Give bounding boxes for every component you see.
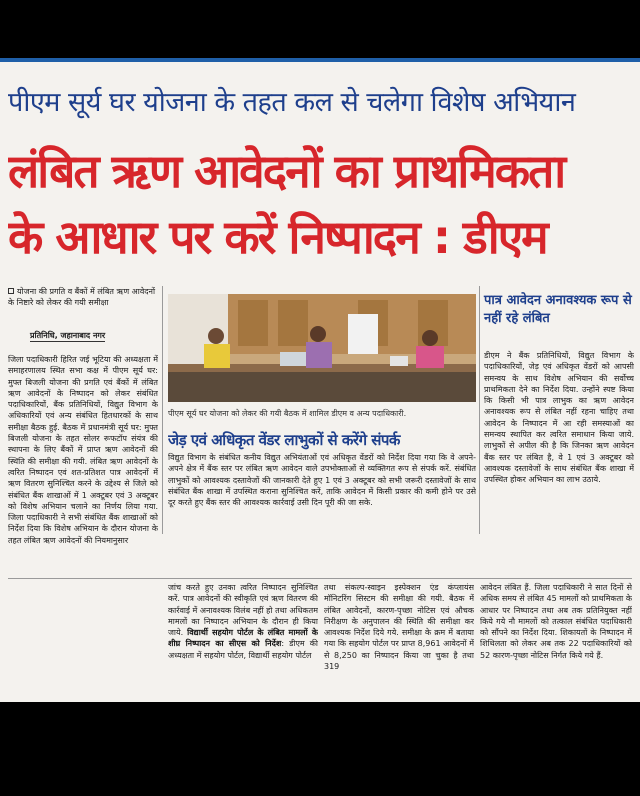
right-column-text: डीएम ने बैंक प्रतिनिधियों, विद्युत विभाग के पदाधिकारियों, जेड़ एवं अधिकृत वेंडरों को आपसी समन्वय के साथ विशेष अभियान की सर्वोच्च प्राथमिकता देने का निर्देश दिया. उन्होंने स्पष्ट किया कि किसी भी पात्र लाभुक का ऋण आवेदन अनावश्यक रूप से लंबित नहीं रहना चाहिए तथा आवेदन के निष्पादन में आ रही समस्याओं का समन्वय स्थापित कर त्वरित समाधान किया जाये. लाभुकों से अपील की है कि जिनका ऋण आवेदन बैंक स्तर पर लंबित है, वे 1 एवं 3 अक्टूबर को आवश्यक दस्तावेजों के साथ संबंधित बैंक शाखा में उपस्थित होकर अभियान का लाभ उठाये. bbox=[484, 351, 634, 485]
square-bullet-icon bbox=[8, 288, 14, 294]
meeting-photo bbox=[168, 294, 476, 402]
middle-column-text: विद्युत विभाग के संबंधित कनीय विद्युत अभियंताओं एवं अधिकृत वेंडरों को निर्देश दिया गया कि वे अपने-अपने क्षेत्र में बैंक स्तर पर लंबित ऋण आवेदन वाले उपभोक्ताओं से व्यक्तिगत रूप से संपर्क करें. संबंधित लाभुकों को आवश्यक दस्तावेजों की जानकारी देते हुए 1 एवं 3 अक्टूबर को सभी जरूरी दस्तावेजों के साथ संबंधित बैंक शाखा में उपस्थित कराना सुनिश्चित करें, ताकि आवेदन में किसी प्रकार की कमी होने पर उसे दूर करते हुए बैंक स्तर की आवश्यक कार्रवाई उसी दिन पूरी की जा सके. bbox=[168, 453, 476, 508]
bottom-column-2-text: जांच करते हुए उनका त्वरित निष्पादन सुनिश्चित करें. पात्र आवेदनों की स्वीकृति एवं ऋण वितरण की कार्रवाई में अनावश्यक विलंब नहीं हो तथा अधिकतम मामलों का निष्पादन अभियान के दौरान ही किया जाये. bbox=[168, 583, 318, 638]
left-column-text: जिला पदाधिकारी हिरित जई भूटिया की अध्यक्षता में समाहरणालय स्थित सभा कक्ष में पीएम सूर्य घर: मुफ्त बिजली योजना की प्रगति एवं बैंकों में लंबित ऋण आवेदनों के निष्पादन को लेकर संबंधित पदाधिकारियों, बैंक प्रतिनिधियों, विद्युत विभाग के अधिकारियों एवं अन्य संबंधित हितधारकों के साथ समीक्षा बैठक हुई. बैठक में प्रधानमंत्री सूर्य घर: मुफ्त बिजली योजना के तहत सोलर रूफटॉप संयंत्र की स्थापना के लिए बैंकों में प्राप्त ऋण आवेदनों की स्थिति की समीक्षा की गयी. लंबित ऋण आवेदनों के त्वरित निष्पादन एवं शत-प्रतिशत पात्र आवेदनों में ऋण वितरण सुनिश्चित करने के उद्देश्य से जिले को संबंधित बैंक शाखाओं में 1 अक्टूबर एवं 3 अक्टूबर को विशेष अभियान चलाने का निर्णय लिया गया. जिला पदाधिकारी ने सभी संबंधित बैंक शाखाओं को निर्देश दिया कि विशेष अभियान के दौरान योजना के तहत लंबित ऋण आवेदनों की नियमानुसार bbox=[8, 355, 158, 545]
top-blue-rule bbox=[0, 58, 640, 62]
bottom-column-2-bold: विद्यार्थी सहयोग पोर्टल के लंबित मामलों के शीघ्र निष्पादन का सीएस को निर्देश bbox=[168, 628, 318, 649]
section-subheading: जेड़ एवं अधिकृत वेंडर लाभुकों से करेंगे संपर्क bbox=[168, 431, 400, 449]
main-headline-line-1: लंबित ऋण आवेदनों का प्राथमिकता bbox=[8, 144, 565, 198]
kicker-headline: पीएम सूर्य घर योजना के तहत कल से चलेगा विशेष अभियान bbox=[8, 87, 576, 118]
newspaper-clipping bbox=[0, 58, 640, 702]
bottom-column-4: आवेदन लंबित हैं. जिला पदाधिकारी ने सात दिनों से अधिक समय से लंबित 45 मामलों को प्राथमिकता के आधार पर निष्पादन तथा अब तक प्रतिनियुक्त नहीं किये गये नौ मामलों को तत्काल संबंधित पदाधिकारी को सौंपने का निर्देश दिया. शिकायतों के निष्पादन में शिथिलता को लेकर अब तक 22 पदाधिकारियों को 52 कारण-पृच्छा नोटिस निर्गत किये गये हैं. bbox=[480, 583, 632, 660]
column-rule bbox=[8, 578, 632, 579]
main-headline-line-2: के आधार पर करें निष्पादन : डीएम bbox=[8, 210, 547, 264]
byline: प्रतिनिधि, जहानाबाद नगर bbox=[30, 331, 106, 340]
column-rule bbox=[162, 286, 163, 534]
column-rule bbox=[479, 286, 480, 534]
summary-text: योजना की प्रगति व बैंकों में लंबित ऋण आवेदनों के निष्टारे को लेकर की गयी समीक्षा bbox=[8, 287, 156, 307]
meeting-photo-illustration bbox=[168, 294, 476, 402]
summary-box bbox=[8, 286, 158, 308]
bottom-column-3: तथा संकल्प-स्वाइन इस्पेक्शन एंड कंप्लायंस मॉनिटरिंग सिस्टम की समीक्षा की गयी. बैठक में लंबित आवेदनों, कारण-पृच्छा नोटिस एवं औचक निरीक्षण के अनुपालन की स्थिति की समीक्षा कर आवश्यक निर्देश दिये गये. समीक्षा के क्रम में बताया गया कि सहयोग पोर्टल पर प्राप्त 8,961 आवेदनों में से 8,250 का निष्पादन किया जा चुका है तथा 319 bbox=[324, 583, 474, 672]
photo-caption: पीएम सूर्य घर योजना को लेकर की गयी बैठक में शामिल डीएम व अन्य पदाधिकारी. bbox=[168, 409, 407, 418]
bottom-column-2 bbox=[168, 582, 318, 698]
bottom-column-2-tail: : डीएम की अध्यक्षता में सहयोग पोर्टल, विद्यार्थी सहयोग पोर्टल bbox=[168, 639, 318, 660]
side-heading: पात्र आवेदन अनावश्यक रूप से नहीं रहे लंबित bbox=[484, 293, 632, 326]
